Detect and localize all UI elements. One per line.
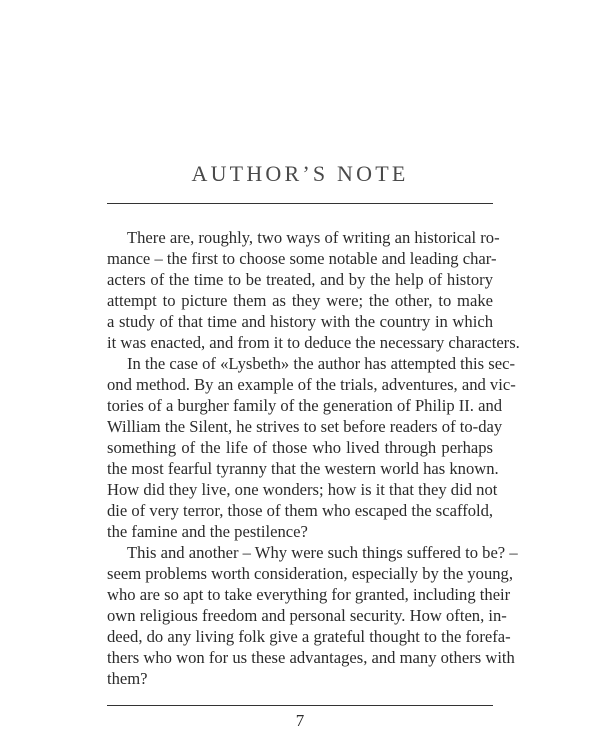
paragraph	[107, 353, 516, 542]
text-line: seem problems worth consideration, especially by the young,	[107, 564, 513, 583]
body-text	[107, 227, 520, 689]
text-line: it was enacted, and from it to deduce the necessary characters.	[107, 333, 520, 352]
text-line: deed, do any living folk give a grateful thought to the forefa-	[107, 627, 511, 646]
paragraph	[107, 542, 518, 689]
text-line: acters of the time to be treated, and by the help of history	[107, 270, 493, 289]
paragraph	[107, 227, 520, 353]
text-line: them?	[107, 669, 148, 688]
text-line: the famine and the pestilence?	[107, 522, 308, 541]
text-line: a study of that time and history with the country in which	[107, 312, 493, 331]
page-number: 7	[295, 711, 305, 730]
text-line: mance – the first to choose some notable and leading char-	[107, 249, 497, 268]
title-divider	[107, 203, 493, 204]
text-line: own religious freedom and personal security. How often, in-	[107, 606, 507, 625]
text-line: William the Silent, he strives to set before readers of to-day	[107, 417, 503, 436]
footer-divider	[107, 705, 493, 706]
text-line: There are, roughly, two ways of writing an historical ro-	[127, 228, 500, 247]
text-line: tories of a burgher family of the generation of Philip II. and	[107, 396, 503, 415]
text-line: ond method. By an example of the trials, adventures, and vic-	[107, 375, 516, 394]
text-line: attempt to picture them as they were; the other, to make	[107, 291, 493, 310]
text-line: In the case of «Lysbeth» the author has attempted this sec-	[127, 354, 515, 373]
text-line: thers who won for us these advantages, and many others with	[107, 648, 515, 667]
text-line: die of very terror, those of them who escaped the scaffold,	[107, 501, 494, 520]
text-line: This and another – Why were such things suffered to be? –	[127, 543, 518, 562]
page-title: AUTHOR’S NOTE	[191, 161, 409, 186]
text-line: How did they live, one wonders; how is it that they did not	[107, 480, 498, 499]
text-line: who are so apt to take everything for granted, including their	[107, 585, 511, 604]
text-line: something of the life of those who lived through perhaps	[107, 438, 493, 457]
text-line: the most fearful tyranny that the western world has known.	[107, 459, 499, 478]
